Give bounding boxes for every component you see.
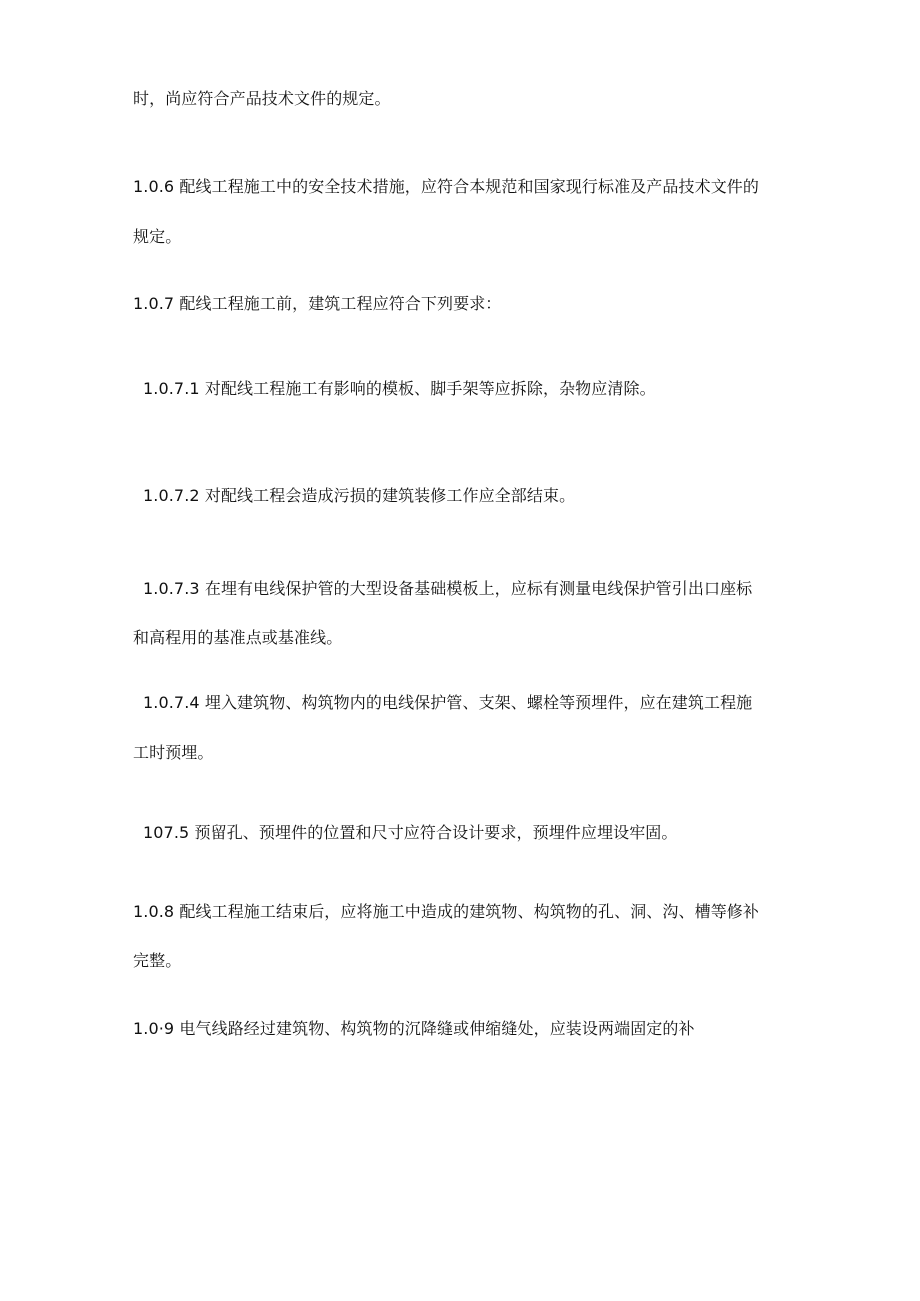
clause-1-0-7: 1.0.7 配线工程施工前，建筑工程应符合下列要求： [133, 294, 502, 313]
clause-1-0-7-1: 1.0.7.1 对配线工程施工有影响的模板、脚手架等应拆除，杂物应清除。 [143, 379, 656, 398]
text-line: 规定。 [133, 227, 182, 246]
text-line: 和高程用的基准点或基准线。 [133, 628, 343, 647]
clause-1-0-8: 1.0.8 配线工程施工结束后，应将施工中造成的建筑物、构筑物的孔、洞、沟、槽等修补 [133, 902, 759, 921]
clause-1-0-7-3: 1.0.7.3 在埋有电线保护管的大型设备基础模板上，应标有测量电线保护管引出口座标 [143, 579, 753, 598]
text-line: 完整。 [133, 951, 182, 970]
clause-1-0-7-4: 1.0.7.4 埋入建筑物、构筑物内的电线保护管、支架、螺栓等预埋件，应在建筑工程施 [143, 693, 753, 712]
text-line: 时，尚应符合产品技术文件的规定。 [133, 89, 391, 108]
clause-1-0-7-5: 107.5 预留孔、预埋件的位置和尺寸应符合设计要求，预埋件应埋设牢固。 [143, 823, 678, 842]
clause-1-0-7-2: 1.0.7.2 对配线工程会造成污损的建筑装修工作应全部结束。 [143, 486, 576, 505]
clause-1-0-6: 1.0.6 配线工程施工中的安全技术措施，应符合本规范和国家现行标准及产品技术文件的 [133, 177, 759, 196]
clause-1-0-9: 1.0·9 电气线路经过建筑物、构筑物的沉降缝或伸缩缝处，应装设两端固定的补 [133, 1019, 695, 1038]
text-line: 工时预埋。 [133, 743, 214, 762]
